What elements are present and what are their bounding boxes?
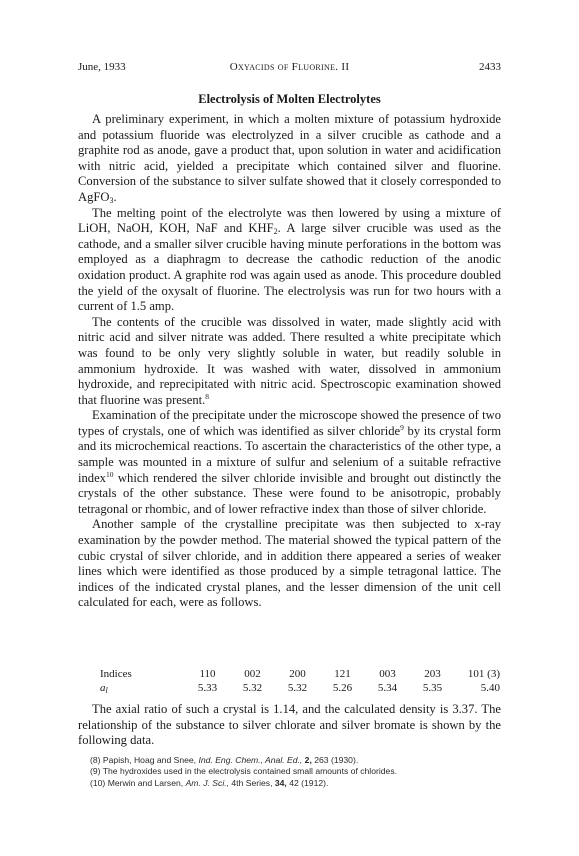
index-cell: 121 (334, 668, 351, 680)
paragraph-3-text: The contents of the crucible was dissolved in water, made slightly acid with nitric acid and silver nitrate was added. There resulted a white precipitate which was found to be only very slightly soluble in water, but readily soluble in ammonium hydroxide. It was washed with water, dissolved in ammonium hydroxide, and reprecipitated with nitric acid. Spectroscopic examination showed that fluorine was present. (78, 314, 501, 407)
footnote-9: (9) The hydroxides used in the electrolysis contained small amounts of chlorides. (90, 766, 397, 777)
paragraph-1-text: A preliminary experiment, in which a molten mixture of potassium hydroxide and potassium fluoride was electrolyzed in a silver crucible as cathode and a graphite rod as anode, gave a product that, upon solution in water and acidification with nitric acid, yielded a precipitate which contained silver and fluorine. Conversion of the substance to silver sulfate showed that it closely corresponded to AgFO (78, 112, 501, 204)
index-cell: 101 (3) (467, 668, 500, 680)
paragraph-4-text: Examination of the precipitate under the microscope showed the presence of two types of crystals, one of which was identified as silver chloride (78, 408, 501, 438)
paragraph-2-text: The melting point of the electrolyte was then lowered by using a mixture of LiOH, NaOH, KOH, NaF and KHF (78, 205, 501, 236)
index-cell: 203 (424, 668, 441, 680)
value-cell: 5.34 (377, 682, 398, 694)
paragraph-1 (78, 112, 501, 206)
cell-dimension-row (100, 681, 500, 695)
header-page-number: 2433 (479, 61, 501, 73)
footnote-ref-10[interactable]: 10 (105, 469, 114, 479)
paragraph-4 (78, 408, 501, 517)
value-cell: 5.26 (332, 682, 353, 694)
section-title: Electrolysis of Molten Electrolytes (198, 92, 381, 106)
index-cell: 110 (199, 668, 216, 680)
index-cell: 002 (244, 668, 261, 680)
footnote-ref-9[interactable]: 9 (400, 422, 404, 432)
paragraph-4-end: which rendered the silver chloride invisible and brought out distinctly the crystals of the other substance. These were found to be anisotropic, probably tetragonal or rhombic, and of lower refractive index than those of silver chloride. (78, 470, 501, 516)
paragraph-3 (78, 315, 501, 409)
cell-dimension-label: $a_l$ (100, 682, 108, 695)
value-cell: 5.40 (480, 682, 500, 694)
index-cell: 200 (289, 668, 306, 680)
value-cell: 5.32 (242, 682, 263, 694)
body-text-continued (78, 702, 501, 749)
value-cell: 5.32 (287, 682, 308, 694)
body-text (78, 112, 501, 611)
paragraph-5 (78, 517, 501, 611)
value-cell: 5.33 (197, 682, 218, 694)
formula-subscript: 2 (273, 227, 278, 237)
footnote-10: (10) Merwin and Larsen, Am. J. Sci., 4th Series, 34, 42 (1912). (90, 777, 329, 788)
paragraph-4-middle: by its crystal form and its microchemical reactions. To ascertain the characteristics of the other type, a sample was mounted in a mixture of sulfur and selenium of a suitable refractive index (78, 423, 501, 485)
indices-row (100, 667, 500, 681)
header-date: June, 1933 (78, 61, 126, 73)
paragraph-6: The axial ratio of such a crystal is 1.14, and the calculated density is 3.37. The relationship of the substance to silver chlorate and silver bromate is shown by the following data. (78, 702, 501, 748)
formula-subscript: 3 (109, 195, 114, 205)
indices-row-label: Indices (100, 668, 132, 680)
header-running-title: Oxyacids of Fluorine. II (229, 61, 350, 73)
index-cell: 003 (379, 668, 396, 680)
indices-table (100, 667, 500, 695)
footnotes (90, 755, 501, 789)
paragraph-2-rest: . A large silver crucible was used as the cathode, and a smaller silver crucible having minute perforations in the bottom was employed as a diaphragm to decrease the cathodic reduction of the anodic oxidation product. A graphite rod was again used as anode. This procedure doubled the yield of the oxysalt of fluorine. The electrolysis was run for two hours with a current of 1.5 amp. (78, 221, 502, 314)
footnote-ref-8[interactable]: 8 (205, 391, 210, 401)
footnote-8: (8) Papish, Hoag and Snee, Ind. Eng. Chem., Anal. Ed., 2, 263 (1930). (90, 755, 359, 765)
paragraph-2 (78, 206, 501, 315)
paragraph-1-end: . (113, 189, 117, 204)
paragraph-5-text: Another sample of the crystalline precipitate was then subjected to x-ray examination by the powder method. The material showed the typical pattern of the cubic crystal of silver chloride, and in addition there appeared a series of weaker lines which were identified as those produced by a simple tetragonal lattice. The indices of the indicated crystal planes, and the lesser dimension of the unit cell calculated for each, were as follows. (78, 517, 501, 610)
value-cell: 5.35 (422, 682, 443, 694)
running-header (78, 61, 501, 75)
